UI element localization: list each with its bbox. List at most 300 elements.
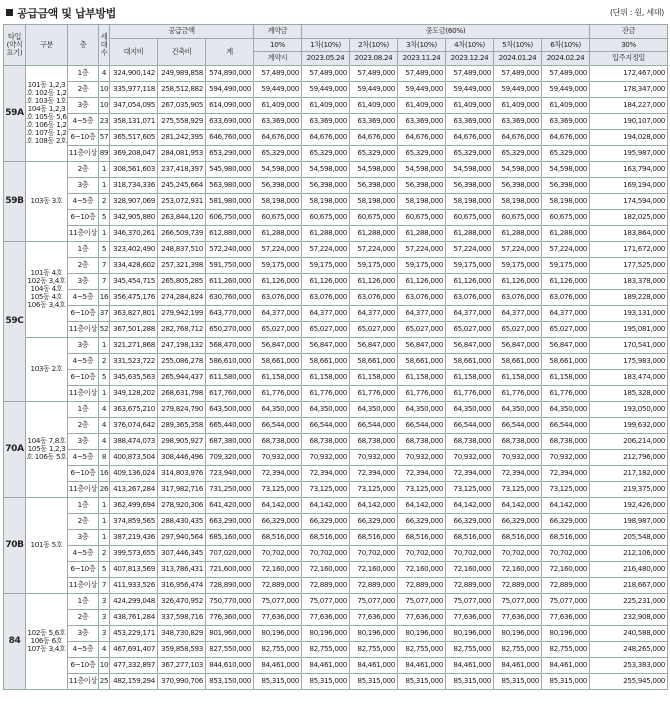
deposit-cell: 64,676,000: [254, 129, 302, 145]
middle-4-cell: 61,158,000: [446, 369, 494, 385]
floor-cell: 4~5층: [68, 641, 99, 657]
middle-5-cell: 84,461,000: [494, 657, 542, 673]
middle-4-cell: 68,738,000: [446, 433, 494, 449]
balance-cell: 175,983,000: [590, 353, 668, 369]
table-row: [4, 273, 668, 289]
middle-4-cell: 70,702,000: [446, 545, 494, 561]
floor-cell: 2층: [68, 257, 99, 273]
table-row: [4, 113, 668, 129]
land-cell: 374,859,565: [110, 513, 158, 529]
table-row: [4, 161, 668, 177]
middle-6-cell: 84,461,000: [542, 657, 590, 673]
middle-2-cell: 80,196,000: [350, 625, 398, 641]
land-cell: 346,370,261: [110, 225, 158, 241]
floor-cell: 2층: [68, 161, 99, 177]
total-cell: 606,750,000: [206, 209, 254, 225]
land-cell: 331,523,722: [110, 353, 158, 369]
middle-1-cell: 57,489,000: [302, 65, 350, 81]
units-cell: 5: [99, 241, 110, 257]
header-middle-3: 3차(10%): [398, 38, 446, 52]
deposit-cell: 61,288,000: [254, 225, 302, 241]
balance-cell: 183,474,000: [590, 369, 668, 385]
middle-1-cell: 61,158,000: [302, 369, 350, 385]
deposit-cell: 68,738,000: [254, 433, 302, 449]
middle-2-cell: 70,932,000: [350, 449, 398, 465]
middle-3-cell: 66,329,000: [398, 513, 446, 529]
middle-2-cell: 65,027,000: [350, 321, 398, 337]
land-cell: 318,734,336: [110, 177, 158, 193]
units-cell: 4: [99, 401, 110, 417]
balance-cell: 194,028,000: [590, 129, 668, 145]
balance-cell: 212,106,000: [590, 545, 668, 561]
units-cell: 16: [99, 465, 110, 481]
floor-cell: 1층: [68, 497, 99, 513]
middle-5-cell: 66,544,000: [494, 417, 542, 433]
floor-cell: 4~5층: [68, 449, 99, 465]
middle-3-cell: 56,847,000: [398, 337, 446, 353]
balance-cell: 212,796,000: [590, 449, 668, 465]
middle-3-cell: 61,126,000: [398, 273, 446, 289]
middle-6-cell: 80,196,000: [542, 625, 590, 641]
total-cell: 723,940,000: [206, 465, 254, 481]
total-cell: 646,760,000: [206, 129, 254, 145]
middle-3-cell: 61,158,000: [398, 369, 446, 385]
building-cell: 281,242,395: [158, 129, 206, 145]
land-cell: 324,900,142: [110, 65, 158, 81]
middle-3-cell: 72,889,000: [398, 577, 446, 593]
balance-cell: 195,081,000: [590, 321, 668, 337]
table-row: [4, 545, 668, 561]
middle-1-cell: 80,196,000: [302, 625, 350, 641]
price-table: [3, 24, 668, 690]
middle-4-cell: 61,126,000: [446, 273, 494, 289]
building-cell: 248,837,510: [158, 241, 206, 257]
units-cell: 57: [99, 129, 110, 145]
deposit-cell: 77,636,000: [254, 609, 302, 625]
header-middle-date-4: 2023.12.24: [446, 52, 494, 66]
middle-5-cell: 61,158,000: [494, 369, 542, 385]
land-cell: 409,136,024: [110, 465, 158, 481]
middle-4-cell: 58,198,000: [446, 193, 494, 209]
floor-cell: 1층: [68, 401, 99, 417]
middle-5-cell: 70,932,000: [494, 449, 542, 465]
building-cell: 279,824,790: [158, 401, 206, 417]
building-cell: 298,905,927: [158, 433, 206, 449]
middle-6-cell: 63,076,000: [542, 289, 590, 305]
building-cell: 237,418,397: [158, 161, 206, 177]
balance-cell: 253,383,000: [590, 657, 668, 673]
middle-4-cell: 77,636,000: [446, 609, 494, 625]
middle-6-cell: 61,126,000: [542, 273, 590, 289]
bullet-square-icon: [6, 9, 13, 16]
middle-6-cell: 64,377,000: [542, 305, 590, 321]
middle-1-cell: 61,126,000: [302, 273, 350, 289]
balance-cell: 232,908,000: [590, 609, 668, 625]
middle-6-cell: 57,489,000: [542, 65, 590, 81]
units-cell: 7: [99, 257, 110, 273]
page-title-text: 공급금액 및 납부방법: [17, 7, 116, 20]
land-cell: 411,933,526: [110, 577, 158, 593]
land-cell: 321,271,868: [110, 337, 158, 353]
units-cell: 52: [99, 321, 110, 337]
header-balance: 잔금: [590, 25, 668, 39]
type-cell: 59A: [4, 65, 26, 161]
table-row: [4, 561, 668, 577]
middle-2-cell: 70,702,000: [350, 545, 398, 561]
middle-5-cell: 63,076,000: [494, 289, 542, 305]
table-row: [4, 385, 668, 401]
middle-3-cell: 60,675,000: [398, 209, 446, 225]
deposit-cell: 84,461,000: [254, 657, 302, 673]
middle-1-cell: 72,889,000: [302, 577, 350, 593]
building-cell: 278,920,306: [158, 497, 206, 513]
middle-1-cell: 65,027,000: [302, 321, 350, 337]
table-row: [4, 641, 668, 657]
header-middle-4: 4차(10%): [446, 38, 494, 52]
deposit-cell: 70,932,000: [254, 449, 302, 465]
deposit-cell: 64,377,000: [254, 305, 302, 321]
table-row: [4, 129, 668, 145]
total-cell: 731,250,000: [206, 481, 254, 497]
balance-cell: 192,426,000: [590, 497, 668, 513]
total-cell: 663,290,000: [206, 513, 254, 529]
deposit-cell: 60,675,000: [254, 209, 302, 225]
middle-3-cell: 64,350,000: [398, 401, 446, 417]
building-cell: 266,509,739: [158, 225, 206, 241]
middle-1-cell: 84,461,000: [302, 657, 350, 673]
middle-2-cell: 54,598,000: [350, 161, 398, 177]
middle-3-cell: 57,224,000: [398, 241, 446, 257]
middle-5-cell: 61,288,000: [494, 225, 542, 241]
deposit-cell: 63,076,000: [254, 289, 302, 305]
middle-2-cell: 66,329,000: [350, 513, 398, 529]
land-cell: 467,691,407: [110, 641, 158, 657]
middle-3-cell: 64,142,000: [398, 497, 446, 513]
table-row: [4, 321, 668, 337]
land-cell: 407,813,569: [110, 561, 158, 577]
middle-6-cell: 61,288,000: [542, 225, 590, 241]
units-cell: 4: [99, 641, 110, 657]
middle-4-cell: 61,776,000: [446, 385, 494, 401]
floor-cell: 1층: [68, 241, 99, 257]
total-cell: 641,420,000: [206, 497, 254, 513]
middle-4-cell: 85,315,000: [446, 673, 494, 689]
middle-5-cell: 64,377,000: [494, 305, 542, 321]
middle-3-cell: 75,077,000: [398, 593, 446, 609]
middle-5-cell: 57,224,000: [494, 241, 542, 257]
middle-1-cell: 64,350,000: [302, 401, 350, 417]
total-cell: 581,980,000: [206, 193, 254, 209]
middle-5-cell: 66,329,000: [494, 513, 542, 529]
middle-6-cell: 72,889,000: [542, 577, 590, 593]
total-cell: 665,440,000: [206, 417, 254, 433]
table-row: [4, 433, 668, 449]
middle-2-cell: 64,142,000: [350, 497, 398, 513]
building-cell: 307,446,345: [158, 545, 206, 561]
middle-4-cell: 72,394,000: [446, 465, 494, 481]
table-row: [4, 209, 668, 225]
table-body: [4, 65, 668, 689]
middle-5-cell: 59,449,000: [494, 81, 542, 97]
middle-3-cell: 70,932,000: [398, 449, 446, 465]
middle-1-cell: 64,377,000: [302, 305, 350, 321]
middle-6-cell: 66,544,000: [542, 417, 590, 433]
units-cell: 1: [99, 161, 110, 177]
middle-3-cell: 56,398,000: [398, 177, 446, 193]
middle-3-cell: 61,288,000: [398, 225, 446, 241]
floor-cell: 11층이상: [68, 481, 99, 497]
balance-cell: 240,588,000: [590, 625, 668, 641]
balance-cell: 184,227,000: [590, 97, 668, 113]
building-cell: 274,284,824: [158, 289, 206, 305]
balance-cell: 178,347,000: [590, 81, 668, 97]
dong-cell: 103동 2호: [26, 337, 68, 401]
middle-6-cell: 64,350,000: [542, 401, 590, 417]
land-cell: 424,299,048: [110, 593, 158, 609]
middle-3-cell: 68,516,000: [398, 529, 446, 545]
header-type: 타입(약식표기): [4, 25, 26, 66]
middle-4-cell: 73,125,000: [446, 481, 494, 497]
middle-2-cell: 59,449,000: [350, 81, 398, 97]
middle-5-cell: 77,636,000: [494, 609, 542, 625]
land-cell: 413,267,284: [110, 481, 158, 497]
middle-4-cell: 82,755,000: [446, 641, 494, 657]
building-cell: 247,198,132: [158, 337, 206, 353]
deposit-cell: 61,158,000: [254, 369, 302, 385]
deposit-cell: 56,847,000: [254, 337, 302, 353]
total-cell: 611,580,000: [206, 369, 254, 385]
header-land: 대지비: [110, 38, 158, 65]
header-total: 계: [206, 38, 254, 65]
units-cell: 89: [99, 145, 110, 161]
middle-1-cell: 64,676,000: [302, 129, 350, 145]
land-cell: 345,635,563: [110, 369, 158, 385]
land-cell: 399,573,655: [110, 545, 158, 561]
land-cell: 328,907,069: [110, 193, 158, 209]
balance-cell: 193,131,000: [590, 305, 668, 321]
units-cell: 1: [99, 513, 110, 529]
building-cell: 258,512,882: [158, 81, 206, 97]
middle-5-cell: 61,409,000: [494, 97, 542, 113]
middle-1-cell: 72,160,000: [302, 561, 350, 577]
balance-cell: 248,265,000: [590, 641, 668, 657]
total-cell: 643,500,000: [206, 401, 254, 417]
middle-1-cell: 61,776,000: [302, 385, 350, 401]
header-middle-date-2: 2023.08.24: [350, 52, 398, 66]
middle-2-cell: 58,198,000: [350, 193, 398, 209]
table-row: [4, 177, 668, 193]
middle-1-cell: 72,394,000: [302, 465, 350, 481]
middle-3-cell: 70,702,000: [398, 545, 446, 561]
building-cell: 370,990,706: [158, 673, 206, 689]
units-cell: 1: [99, 497, 110, 513]
middle-4-cell: 66,329,000: [446, 513, 494, 529]
middle-3-cell: 77,636,000: [398, 609, 446, 625]
middle-1-cell: 77,636,000: [302, 609, 350, 625]
middle-1-cell: 58,661,000: [302, 353, 350, 369]
table-row: [4, 465, 668, 481]
units-cell: 2: [99, 193, 110, 209]
building-cell: 257,321,398: [158, 257, 206, 273]
header-middle-2: 2차(10%): [350, 38, 398, 52]
building-cell: 282,768,712: [158, 321, 206, 337]
units-cell: 25: [99, 673, 110, 689]
middle-6-cell: 54,598,000: [542, 161, 590, 177]
deposit-cell: 68,516,000: [254, 529, 302, 545]
middle-2-cell: 57,489,000: [350, 65, 398, 81]
building-cell: 359,858,593: [158, 641, 206, 657]
middle-5-cell: 58,661,000: [494, 353, 542, 369]
middle-4-cell: 64,142,000: [446, 497, 494, 513]
floor-cell: 11층이상: [68, 145, 99, 161]
middle-2-cell: 63,076,000: [350, 289, 398, 305]
middle-5-cell: 64,142,000: [494, 497, 542, 513]
middle-2-cell: 85,315,000: [350, 673, 398, 689]
total-cell: 612,880,000: [206, 225, 254, 241]
middle-1-cell: 75,077,000: [302, 593, 350, 609]
type-cell: 70A: [4, 401, 26, 497]
middle-1-cell: 56,398,000: [302, 177, 350, 193]
land-cell: 387,219,436: [110, 529, 158, 545]
table-row: [4, 513, 668, 529]
balance-cell: 206,214,000: [590, 433, 668, 449]
land-cell: 482,159,294: [110, 673, 158, 689]
units-cell: 10: [99, 81, 110, 97]
middle-2-cell: 77,636,000: [350, 609, 398, 625]
middle-6-cell: 75,077,000: [542, 593, 590, 609]
middle-4-cell: 57,224,000: [446, 241, 494, 257]
middle-6-cell: 63,369,000: [542, 113, 590, 129]
floor-cell: 11층이상: [68, 577, 99, 593]
total-cell: 563,980,000: [206, 177, 254, 193]
middle-3-cell: 65,027,000: [398, 321, 446, 337]
building-cell: 317,982,716: [158, 481, 206, 497]
floor-cell: 11층이상: [68, 321, 99, 337]
balance-cell: 195,987,000: [590, 145, 668, 161]
middle-4-cell: 61,409,000: [446, 97, 494, 113]
middle-6-cell: 70,702,000: [542, 545, 590, 561]
units-cell: 1: [99, 529, 110, 545]
total-cell: 611,260,000: [206, 273, 254, 289]
total-cell: 685,160,000: [206, 529, 254, 545]
units-cell: 3: [99, 593, 110, 609]
header-supply: 공급금액: [110, 25, 254, 39]
floor-cell: 2층: [68, 417, 99, 433]
balance-cell: 190,107,000: [590, 113, 668, 129]
building-cell: 245,245,664: [158, 177, 206, 193]
total-cell: 653,290,000: [206, 145, 254, 161]
deposit-cell: 58,198,000: [254, 193, 302, 209]
balance-cell: 185,328,000: [590, 385, 668, 401]
middle-5-cell: 64,350,000: [494, 401, 542, 417]
middle-6-cell: 72,394,000: [542, 465, 590, 481]
land-cell: 356,475,176: [110, 289, 158, 305]
dong-cell: 101동 5호: [26, 497, 68, 593]
total-cell: 844,610,000: [206, 657, 254, 673]
middle-5-cell: 56,847,000: [494, 337, 542, 353]
floor-cell: 11층이상: [68, 385, 99, 401]
floor-cell: 2층: [68, 609, 99, 625]
deposit-cell: 65,329,000: [254, 145, 302, 161]
middle-4-cell: 54,598,000: [446, 161, 494, 177]
building-cell: 249,989,858: [158, 65, 206, 81]
building-cell: 255,086,278: [158, 353, 206, 369]
balance-cell: 174,594,000: [590, 193, 668, 209]
middle-2-cell: 64,377,000: [350, 305, 398, 321]
middle-6-cell: 59,175,000: [542, 257, 590, 273]
deposit-cell: 61,776,000: [254, 385, 302, 401]
middle-1-cell: 85,315,000: [302, 673, 350, 689]
table-row: [4, 673, 668, 689]
land-cell: 477,332,897: [110, 657, 158, 673]
balance-cell: 225,231,000: [590, 593, 668, 609]
floor-cell: 2층: [68, 81, 99, 97]
table-row: [4, 337, 668, 353]
middle-5-cell: 64,676,000: [494, 129, 542, 145]
middle-2-cell: 61,126,000: [350, 273, 398, 289]
middle-6-cell: 66,329,000: [542, 513, 590, 529]
middle-5-cell: 68,516,000: [494, 529, 542, 545]
deposit-cell: 82,755,000: [254, 641, 302, 657]
middle-5-cell: 59,175,000: [494, 257, 542, 273]
middle-3-cell: 64,676,000: [398, 129, 446, 145]
middle-5-cell: 57,489,000: [494, 65, 542, 81]
middle-2-cell: 61,409,000: [350, 97, 398, 113]
header-middle-6: 6차(10%): [542, 38, 590, 52]
table-row: [4, 449, 668, 465]
middle-5-cell: 54,598,000: [494, 161, 542, 177]
balance-cell: 199,632,000: [590, 417, 668, 433]
middle-2-cell: 72,160,000: [350, 561, 398, 577]
deposit-cell: 64,142,000: [254, 497, 302, 513]
middle-5-cell: 63,369,000: [494, 113, 542, 129]
building-cell: 267,035,905: [158, 97, 206, 113]
table-row: [4, 593, 668, 609]
header-deposit-rate: 10%: [254, 38, 302, 52]
table-row: [4, 97, 668, 113]
middle-4-cell: 64,676,000: [446, 129, 494, 145]
header-building: 건축비: [158, 38, 206, 65]
floor-cell: 1층: [68, 593, 99, 609]
middle-1-cell: 73,125,000: [302, 481, 350, 497]
land-cell: 367,501,288: [110, 321, 158, 337]
middle-3-cell: 63,076,000: [398, 289, 446, 305]
middle-1-cell: 68,738,000: [302, 433, 350, 449]
total-cell: 545,980,000: [206, 161, 254, 177]
units-cell: 23: [99, 113, 110, 129]
floor-cell: 6~10층: [68, 129, 99, 145]
middle-6-cell: 82,755,000: [542, 641, 590, 657]
land-cell: 308,561,603: [110, 161, 158, 177]
middle-4-cell: 70,932,000: [446, 449, 494, 465]
balance-cell: 255,945,000: [590, 673, 668, 689]
land-cell: 342,905,880: [110, 209, 158, 225]
middle-4-cell: 64,377,000: [446, 305, 494, 321]
floor-cell: 3층: [68, 337, 99, 353]
deposit-cell: 72,160,000: [254, 561, 302, 577]
table-head: [4, 25, 668, 66]
units-cell: 5: [99, 561, 110, 577]
header-middle-5: 5차(10%): [494, 38, 542, 52]
table-row: [4, 241, 668, 257]
total-cell: 617,760,000: [206, 385, 254, 401]
middle-1-cell: 70,932,000: [302, 449, 350, 465]
table-row: [4, 529, 668, 545]
header-middle-date-6: 2024.02.24: [542, 52, 590, 66]
deposit-cell: 73,125,000: [254, 481, 302, 497]
floor-cell: 3층: [68, 273, 99, 289]
building-cell: 337,598,716: [158, 609, 206, 625]
